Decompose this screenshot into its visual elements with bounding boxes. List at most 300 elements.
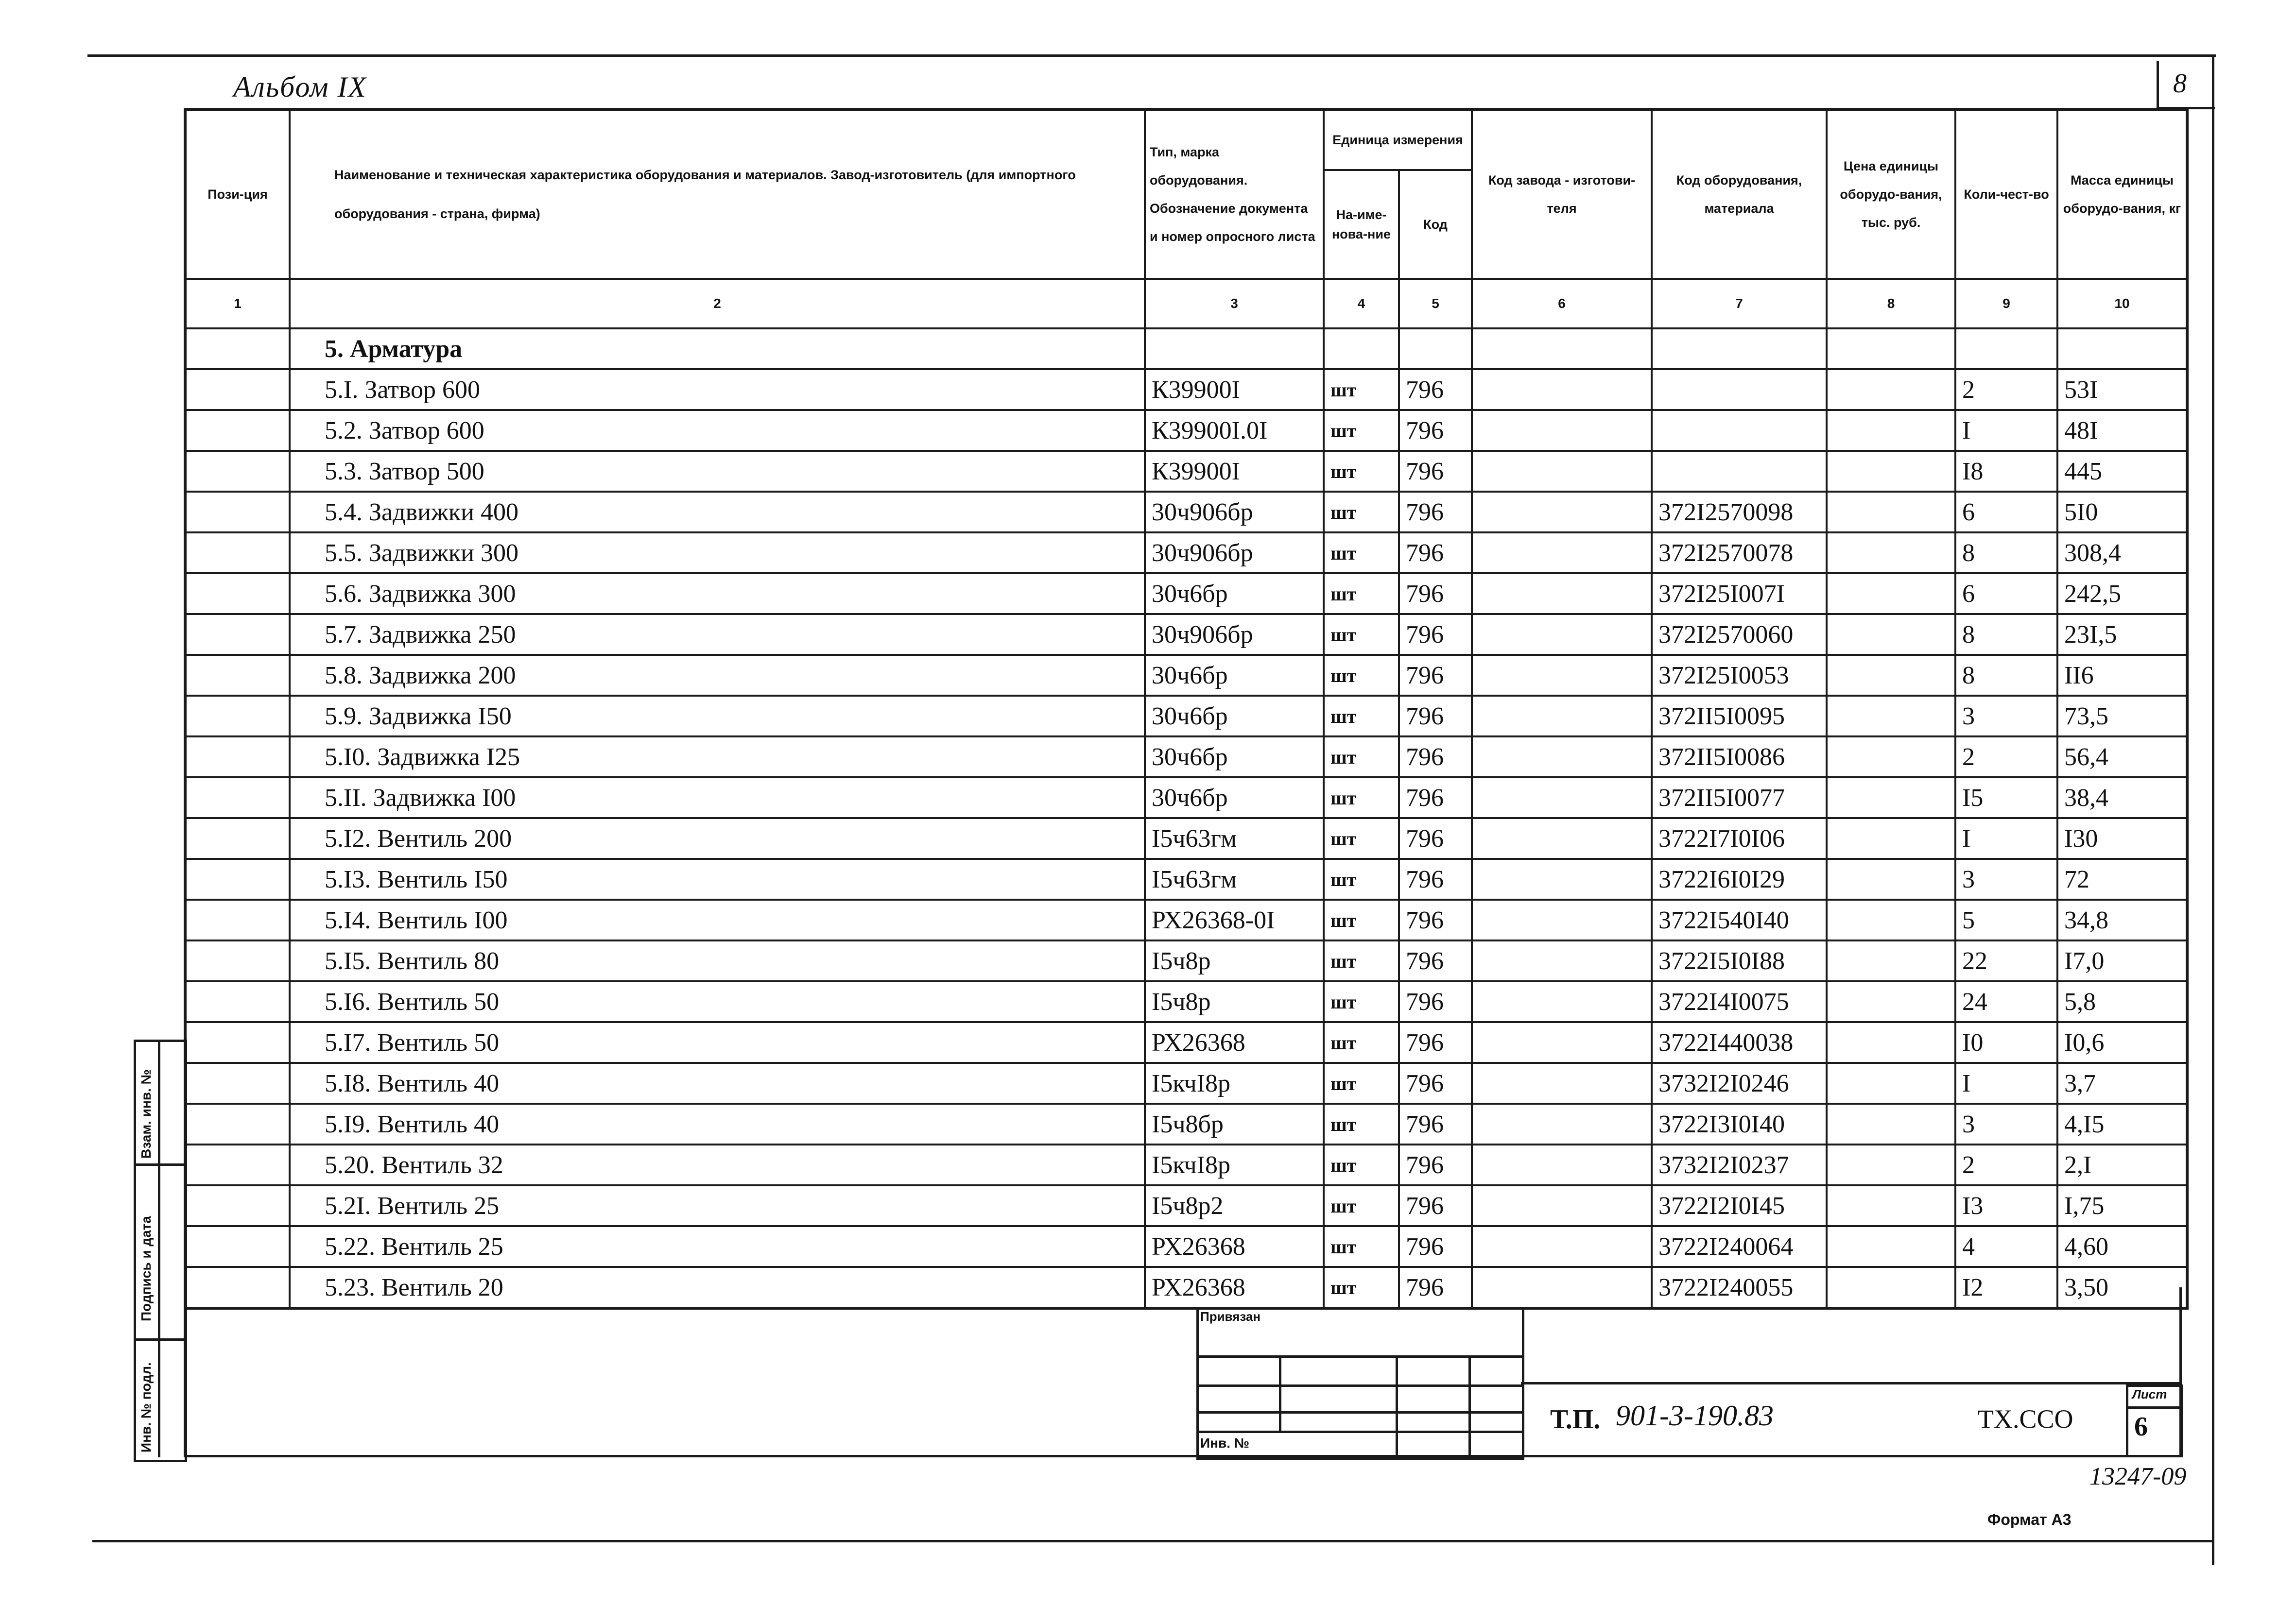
item-name: 5.3. Затвор 500 <box>290 451 1145 492</box>
item-equipment-code: 3722I240064 <box>1652 1226 1827 1267</box>
item-equipment-code: 3722I4I0075 <box>1652 981 1827 1022</box>
item-unit: шт <box>1324 777 1399 818</box>
item-equipment-code: 3722I6I0I29 <box>1652 859 1827 900</box>
item-mass: 4,60 <box>2057 1226 2187 1267</box>
sheet-box-divider <box>2126 1406 2182 1409</box>
item-unit: шт <box>1324 859 1399 900</box>
price-cell <box>1827 777 1955 818</box>
item-unit-code: 796 <box>1399 1104 1472 1145</box>
item-unit-code: 796 <box>1399 777 1472 818</box>
column-number: 9 <box>1955 279 2057 328</box>
item-quantity: 2 <box>1955 369 2057 410</box>
title-block-right-edge <box>2179 1287 2182 1457</box>
price-cell <box>1827 736 1955 777</box>
item-name: 5.8. Задвижка 200 <box>290 655 1145 696</box>
item-name: 5.4. Задвижки 400 <box>290 492 1145 532</box>
item-name: 5.I6. Вентиль 50 <box>290 981 1145 1022</box>
item-quantity: 8 <box>1955 655 2057 696</box>
pos-cell <box>185 981 290 1022</box>
item-quantity: 8 <box>1955 532 2057 573</box>
table-row <box>185 532 2187 573</box>
item-type: I5ч63гм <box>1145 859 1324 900</box>
item-mass: 48I <box>2057 410 2187 451</box>
table-row <box>185 1104 2187 1145</box>
item-mass: 5I0 <box>2057 492 2187 532</box>
item-type: I5ч8р <box>1145 981 1324 1022</box>
item-unit-code: 796 <box>1399 369 1472 410</box>
item-equipment-code <box>1652 410 1827 451</box>
item-equipment-code: 372II5I0086 <box>1652 736 1827 777</box>
item-quantity: 3 <box>1955 1104 2057 1145</box>
item-unit: шт <box>1324 492 1399 532</box>
item-unit: шт <box>1324 369 1399 410</box>
item-type: 30ч906бр <box>1145 614 1324 655</box>
table-row <box>185 451 2187 492</box>
item-quantity: 5 <box>1955 900 2057 940</box>
item-type: I5ч8р <box>1145 940 1324 981</box>
stamp-divider <box>1279 1355 1281 1433</box>
item-unit: шт <box>1324 1104 1399 1145</box>
header-name: Наименование и техническая характеристика оборудования и материалов. Завод-изготовитель (для импортного оборудования - страна, фирма) <box>290 109 1145 279</box>
item-quantity: 3 <box>1955 859 2057 900</box>
item-unit: шт <box>1324 1145 1399 1185</box>
pos-cell <box>185 492 290 532</box>
pos-cell <box>185 369 290 410</box>
item-mass: I,75 <box>2057 1185 2187 1226</box>
item-type: I5ч63гм <box>1145 818 1324 859</box>
item-mass: 2,I <box>2057 1145 2187 1185</box>
pos-cell <box>185 532 290 573</box>
factory-code-cell <box>1472 451 1652 492</box>
price-cell <box>1827 1022 1955 1063</box>
item-type: РХ26368 <box>1145 1226 1324 1267</box>
item-unit: шт <box>1324 410 1399 451</box>
format-label: Формат А3 <box>1987 1511 2072 1528</box>
price-cell <box>1827 1226 1955 1267</box>
factory-code-cell <box>1472 1022 1652 1063</box>
item-unit: шт <box>1324 614 1399 655</box>
item-quantity: 6 <box>1955 573 2057 614</box>
pos-cell <box>185 736 290 777</box>
item-unit-code: 796 <box>1399 492 1472 532</box>
item-equipment-code: 3722I2I0I45 <box>1652 1185 1827 1226</box>
item-unit-code: 796 <box>1399 573 1472 614</box>
table-row <box>185 900 2187 940</box>
price-cell <box>1827 696 1955 736</box>
item-type: РХ26368 <box>1145 1267 1324 1308</box>
item-unit: шт <box>1324 696 1399 736</box>
item-type: 30ч906бр <box>1145 492 1324 532</box>
item-quantity: 24 <box>1955 981 2057 1022</box>
item-type: К39900I <box>1145 369 1324 410</box>
price-cell <box>1827 1185 1955 1226</box>
column-number: 3 <box>1145 279 1324 328</box>
item-quantity: I8 <box>1955 451 2057 492</box>
item-type: К39900I.0I <box>1145 410 1324 451</box>
factory-code-cell <box>1472 1267 1652 1308</box>
item-name: 5.I8. Вентиль 40 <box>290 1063 1145 1104</box>
item-mass: II6 <box>2057 655 2187 696</box>
pos-cell <box>185 818 290 859</box>
table-row <box>185 859 2187 900</box>
header-factory-code: Код завода - изготови-теля <box>1472 109 1652 279</box>
item-unit-code: 796 <box>1399 859 1472 900</box>
item-unit: шт <box>1324 940 1399 981</box>
item-unit-code: 796 <box>1399 1063 1472 1104</box>
item-quantity: I0 <box>1955 1022 2057 1063</box>
pos-cell <box>185 859 290 900</box>
item-equipment-code: 372I25I007I <box>1652 573 1827 614</box>
side-inv-original: Инв. № подл. <box>138 1362 154 1452</box>
item-mass: 4,I5 <box>2057 1104 2187 1145</box>
pos-cell <box>185 1145 290 1185</box>
item-quantity: I2 <box>1955 1267 2057 1308</box>
column-number: 6 <box>1472 279 1652 328</box>
item-mass: I7,0 <box>2057 940 2187 981</box>
column-number: 7 <box>1652 279 1827 328</box>
item-type: 30ч6бр <box>1145 736 1324 777</box>
stamp-divider <box>1468 1355 1471 1457</box>
item-mass: 242,5 <box>2057 573 2187 614</box>
item-quantity: 2 <box>1955 1145 2057 1185</box>
price-cell <box>1827 369 1955 410</box>
item-name: 5.5. Задвижки 300 <box>290 532 1145 573</box>
item-name: 5.9. Задвижка I50 <box>290 696 1145 736</box>
item-unit: шт <box>1324 532 1399 573</box>
table-row <box>185 492 2187 532</box>
item-equipment-code: 3722I540I40 <box>1652 900 1827 940</box>
column-number: 5 <box>1399 279 1472 328</box>
factory-code-cell <box>1472 1104 1652 1145</box>
item-equipment-code: 3722I240055 <box>1652 1267 1827 1308</box>
price-cell <box>1827 451 1955 492</box>
item-name: 5.I3. Вентиль I50 <box>290 859 1145 900</box>
table-row <box>185 655 2187 696</box>
item-unit-code: 796 <box>1399 1267 1472 1308</box>
sheet-value: 6 <box>2134 1412 2148 1442</box>
price-cell <box>1827 492 1955 532</box>
item-mass: 38,4 <box>2057 777 2187 818</box>
price-cell <box>1827 981 1955 1022</box>
header-unit-code: Код <box>1399 170 1472 279</box>
factory-code-cell <box>1472 900 1652 940</box>
item-quantity: I <box>1955 818 2057 859</box>
item-quantity: 2 <box>1955 736 2057 777</box>
table-row <box>185 1185 2187 1226</box>
item-type: 30ч906бр <box>1145 532 1324 573</box>
factory-code-cell <box>1472 1145 1652 1185</box>
column-number: 8 <box>1827 279 1955 328</box>
item-equipment-code <box>1652 451 1827 492</box>
item-type: I5ч8р2 <box>1145 1185 1324 1226</box>
item-equipment-code: 372II5I0095 <box>1652 696 1827 736</box>
item-quantity: I <box>1955 410 2057 451</box>
item-unit-code: 796 <box>1399 900 1472 940</box>
item-name: 5.II. Задвижка I00 <box>290 777 1145 818</box>
item-mass: 5,8 <box>2057 981 2187 1022</box>
item-quantity: 3 <box>1955 696 2057 736</box>
item-unit-code: 796 <box>1399 818 1472 859</box>
header-price: Цена единицы оборудо-вания, тыс. руб. <box>1827 109 1955 279</box>
item-equipment-code: 372I2570060 <box>1652 614 1827 655</box>
table-row <box>185 614 2187 655</box>
item-equipment-code: 3732I2I0246 <box>1652 1063 1827 1104</box>
section-row <box>185 328 2187 369</box>
item-unit-code: 796 <box>1399 1185 1472 1226</box>
item-type: РХ26368-0I <box>1145 900 1324 940</box>
table-row <box>185 1267 2187 1308</box>
factory-code-cell <box>1472 1185 1652 1226</box>
item-equipment-code: 3722I7I0I06 <box>1652 818 1827 859</box>
item-name: 5.I. Затвор 600 <box>290 369 1145 410</box>
pos-cell <box>185 1267 290 1308</box>
item-name: 5.I5. Вентиль 80 <box>290 940 1145 981</box>
item-unit-code: 796 <box>1399 1145 1472 1185</box>
item-quantity: I <box>1955 1063 2057 1104</box>
item-type: 30ч6бр <box>1145 696 1324 736</box>
header-unit-group: Единица измерения <box>1324 109 1472 170</box>
price-cell <box>1827 900 1955 940</box>
item-unit-code: 796 <box>1399 981 1472 1022</box>
item-mass: 3,7 <box>2057 1063 2187 1104</box>
item-equipment-code: 372II5I0077 <box>1652 777 1827 818</box>
price-cell <box>1827 859 1955 900</box>
item-name: 5.I7. Вентиль 50 <box>290 1022 1145 1063</box>
archive-number: 13247-09 <box>2089 1463 2187 1490</box>
table-row <box>185 940 2187 981</box>
item-quantity: I5 <box>1955 777 2057 818</box>
factory-code-cell <box>1472 369 1652 410</box>
bottom-frame-line <box>92 1540 2212 1542</box>
item-quantity: 8 <box>1955 614 2057 655</box>
item-type: I5ч8бр <box>1145 1104 1324 1145</box>
item-name: 5.6. Задвижка 300 <box>290 573 1145 614</box>
item-equipment-code <box>1652 369 1827 410</box>
price-cell <box>1827 655 1955 696</box>
pos-cell <box>185 1063 290 1104</box>
header-equipment-code: Код оборудования, материала <box>1652 109 1827 279</box>
item-name: 5.23. Вентиль 20 <box>290 1267 1145 1308</box>
tp-prefix: Т.П. <box>1550 1404 1601 1435</box>
item-unit: шт <box>1324 573 1399 614</box>
item-unit-code: 796 <box>1399 1022 1472 1063</box>
price-cell <box>1827 1267 1955 1308</box>
item-mass: 56,4 <box>2057 736 2187 777</box>
side-sign-date: Подпись и дата <box>138 1216 154 1321</box>
factory-code-cell <box>1472 777 1652 818</box>
column-number: 1 <box>185 279 290 328</box>
title-bottom-line <box>184 1455 2182 1457</box>
header-unit-name: На-име-нова-ние <box>1324 170 1399 279</box>
item-type: К39900I <box>1145 451 1324 492</box>
item-mass: 445 <box>2057 451 2187 492</box>
side-replace-inv: Взам. инв. № <box>138 1069 154 1159</box>
header-type: Тип, марка оборудования. Обозначение документа и номер опросного листа <box>1145 109 1324 279</box>
pos-cell <box>185 1104 290 1145</box>
section-title: 5. Арматура <box>290 328 1145 369</box>
item-name: 5.I9. Вентиль 40 <box>290 1104 1145 1145</box>
item-mass: I0,6 <box>2057 1022 2187 1063</box>
item-mass: 23I,5 <box>2057 614 2187 655</box>
pos-cell <box>185 410 290 451</box>
price-cell <box>1827 818 1955 859</box>
item-unit: шт <box>1324 1267 1399 1308</box>
item-quantity: 6 <box>1955 492 2057 532</box>
item-mass: 72 <box>2057 859 2187 900</box>
item-unit: шт <box>1324 1226 1399 1267</box>
factory-code-cell <box>1472 410 1652 451</box>
side-stamp-inner-line <box>158 1040 160 1457</box>
right-frame-line <box>2212 54 2214 1565</box>
column-number: 2 <box>290 279 1145 328</box>
table-row <box>185 696 2187 736</box>
item-name: 5.I0. Задвижка I25 <box>290 736 1145 777</box>
pos-cell <box>185 940 290 981</box>
item-type: 30ч6бр <box>1145 573 1324 614</box>
header-quantity: Коли-чест-во <box>1955 109 2057 279</box>
price-cell <box>1827 940 1955 981</box>
item-unit: шт <box>1324 981 1399 1022</box>
price-cell <box>1827 1063 1955 1104</box>
item-quantity: 4 <box>1955 1226 2057 1267</box>
item-unit-code: 796 <box>1399 696 1472 736</box>
stamp-line <box>1196 1411 1522 1414</box>
item-name: 5.22. Вентиль 25 <box>290 1226 1145 1267</box>
item-quantity: I3 <box>1955 1185 2057 1226</box>
item-mass: I30 <box>2057 818 2187 859</box>
stamp-line <box>1196 1384 1522 1387</box>
pos-cell <box>185 696 290 736</box>
item-type: РХ26368 <box>1145 1022 1324 1063</box>
item-unit-code: 796 <box>1399 614 1472 655</box>
item-mass: 34,8 <box>2057 900 2187 940</box>
table-row <box>185 777 2187 818</box>
pos-cell <box>185 1022 290 1063</box>
factory-code-cell <box>1472 696 1652 736</box>
item-unit: шт <box>1324 1063 1399 1104</box>
document-code: ТХ.ССО <box>1978 1404 2073 1434</box>
item-equipment-code: 372I2570078 <box>1652 532 1827 573</box>
factory-code-cell <box>1472 818 1652 859</box>
item-unit-code: 796 <box>1399 655 1472 696</box>
binding-label: Привязан <box>1200 1309 1261 1324</box>
table-row <box>185 1145 2187 1185</box>
pos-cell <box>185 451 290 492</box>
item-mass: 3,50 <box>2057 1267 2187 1308</box>
item-unit-code: 796 <box>1399 532 1472 573</box>
pos-cell <box>185 573 290 614</box>
factory-code-cell <box>1472 736 1652 777</box>
item-unit: шт <box>1324 900 1399 940</box>
factory-code-cell <box>1472 940 1652 981</box>
pos-cell <box>185 1226 290 1267</box>
price-cell <box>1827 614 1955 655</box>
header-position: Пози-ция <box>185 109 290 279</box>
item-name: 5.I4. Вентиль I00 <box>290 900 1145 940</box>
factory-code-cell <box>1472 981 1652 1022</box>
stamp-line <box>1196 1355 1522 1358</box>
price-cell <box>1827 410 1955 451</box>
item-unit-code: 796 <box>1399 410 1472 451</box>
item-equipment-code: 3732I2I0237 <box>1652 1145 1827 1185</box>
item-name: 5.I2. Вентиль 200 <box>290 818 1145 859</box>
item-unit: шт <box>1324 736 1399 777</box>
album-label: Альбом IX <box>233 71 367 103</box>
factory-code-cell <box>1472 1226 1652 1267</box>
table-row <box>185 1063 2187 1104</box>
price-cell <box>1827 1145 1955 1185</box>
price-cell <box>1827 573 1955 614</box>
item-mass: 53I <box>2057 369 2187 410</box>
table-row <box>185 1226 2187 1267</box>
item-equipment-code: 3722I5I0I88 <box>1652 940 1827 981</box>
item-mass: 308,4 <box>2057 532 2187 573</box>
item-mass: 73,5 <box>2057 696 2187 736</box>
table-row <box>185 410 2187 451</box>
title-divider-line <box>1521 1382 2182 1384</box>
price-cell <box>1827 532 1955 573</box>
item-type: 30ч6бр <box>1145 777 1324 818</box>
table-row <box>185 818 2187 859</box>
factory-code-cell <box>1472 492 1652 532</box>
factory-code-cell <box>1472 859 1652 900</box>
column-number: 4 <box>1324 279 1399 328</box>
factory-code-cell <box>1472 655 1652 696</box>
top-frame-line <box>87 54 2216 57</box>
header-mass: Масса единицы оборудо-вания, кг <box>2057 109 2187 279</box>
factory-code-cell <box>1472 614 1652 655</box>
item-unit: шт <box>1324 451 1399 492</box>
item-unit-code: 796 <box>1399 451 1472 492</box>
table-row <box>185 981 2187 1022</box>
item-unit-code: 796 <box>1399 736 1472 777</box>
table-row <box>185 573 2187 614</box>
item-type: I5кчI8р <box>1145 1145 1324 1185</box>
table-row <box>185 1022 2187 1063</box>
sheet-label: Лист <box>2132 1387 2167 1401</box>
price-cell <box>1827 1104 1955 1145</box>
tp-number: 901-3-190.83 <box>1616 1400 1774 1432</box>
item-unit-code: 796 <box>1399 1226 1472 1267</box>
item-unit: шт <box>1324 818 1399 859</box>
table-row <box>185 369 2187 410</box>
item-quantity: 22 <box>1955 940 2057 981</box>
pos-cell <box>185 777 290 818</box>
factory-code-cell <box>1472 1063 1652 1104</box>
item-name: 5.7. Задвижка 250 <box>290 614 1145 655</box>
stamp-divider <box>1396 1355 1398 1457</box>
item-name: 5.2. Затвор 600 <box>290 410 1145 451</box>
item-type: 30ч6бр <box>1145 655 1324 696</box>
table-row <box>185 736 2187 777</box>
pos-cell <box>185 655 290 696</box>
inventory-label: Инв. № <box>1200 1435 1250 1451</box>
item-unit-code: 796 <box>1399 940 1472 981</box>
item-equipment-code: 372I25I0053 <box>1652 655 1827 696</box>
pos-cell <box>185 614 290 655</box>
item-name: 5.20. Вентиль 32 <box>290 1145 1145 1185</box>
pos-cell <box>185 900 290 940</box>
item-name: 5.2I. Вентиль 25 <box>290 1185 1145 1226</box>
item-unit: шт <box>1324 1022 1399 1063</box>
item-equipment-code: 3722I3I0I40 <box>1652 1104 1827 1145</box>
item-unit: шт <box>1324 655 1399 696</box>
sheet-number: 8 <box>2173 68 2187 99</box>
item-unit: шт <box>1324 1185 1399 1226</box>
column-number: 10 <box>2057 279 2187 328</box>
factory-code-cell <box>1472 532 1652 573</box>
item-equipment-code: 372I2570098 <box>1652 492 1827 532</box>
